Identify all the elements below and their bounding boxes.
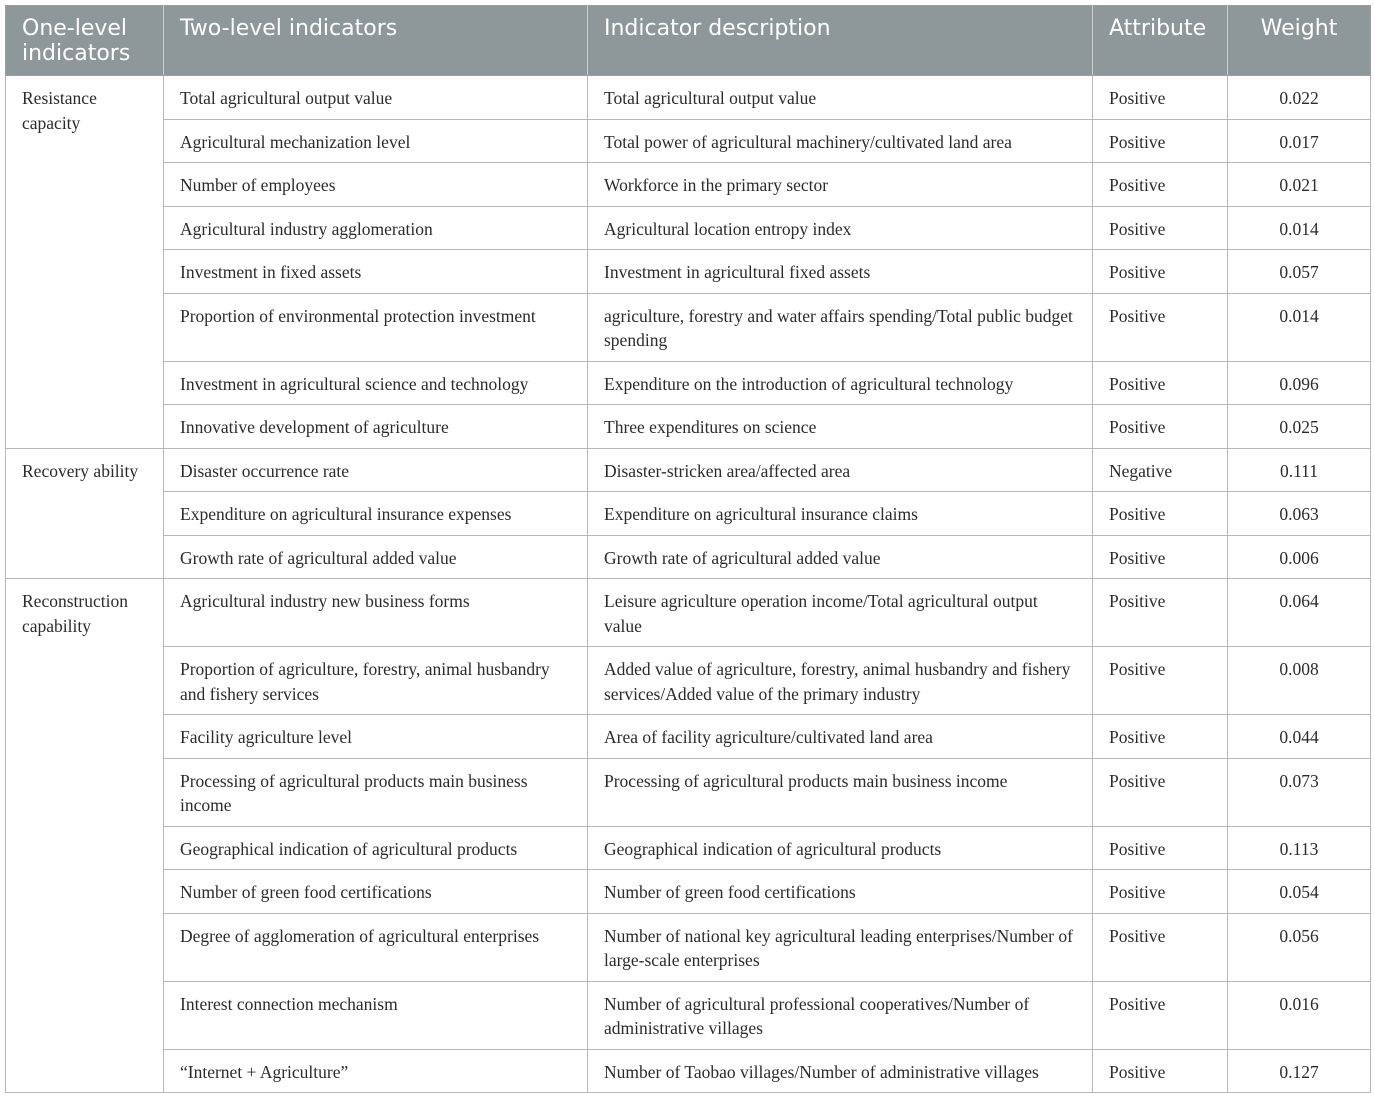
two-level-indicator-cell: Agricultural industry new business forms	[164, 579, 588, 647]
attribute-cell: Positive	[1093, 535, 1228, 579]
two-level-indicator-cell: Number of employees	[164, 163, 588, 207]
weight-cell: 0.017	[1228, 119, 1371, 163]
attribute-cell: Positive	[1093, 405, 1228, 449]
table-row	[6, 293, 1371, 361]
attribute-cell: Positive	[1093, 361, 1228, 405]
table-row	[6, 647, 1371, 715]
weight-cell: 0.111	[1228, 448, 1371, 492]
weight-cell: 0.113	[1228, 826, 1371, 870]
indicator-description-cell: Processing of agricultural products main business income	[588, 758, 1093, 826]
indicator-description-cell: Total power of agricultural machinery/cultivated land area	[588, 119, 1093, 163]
indicator-description-cell: Agricultural location entropy index	[588, 206, 1093, 250]
two-level-indicator-cell: Facility agriculture level	[164, 715, 588, 759]
indicator-description-cell: Expenditure on the introduction of agricultural technology	[588, 361, 1093, 405]
two-level-indicator-cell: Agricultural industry agglomeration	[164, 206, 588, 250]
weight-cell: 0.073	[1228, 758, 1371, 826]
indicator-description-cell: Leisure agriculture operation income/Total agricultural output value	[588, 579, 1093, 647]
table-row	[6, 758, 1371, 826]
table-row	[6, 981, 1371, 1049]
weight-cell: 0.014	[1228, 293, 1371, 361]
weight-cell: 0.006	[1228, 535, 1371, 579]
indicator-description-cell: agriculture, forestry and water affairs spending/Total public budget spending	[588, 293, 1093, 361]
two-level-indicator-cell: “Internet + Agriculture”	[164, 1049, 588, 1093]
weight-cell: 0.096	[1228, 361, 1371, 405]
attribute-cell: Positive	[1093, 913, 1228, 981]
two-level-indicator-cell: Disaster occurrence rate	[164, 448, 588, 492]
one-level-indicator-cell: Resistance capacity	[6, 76, 164, 449]
weight-cell: 0.063	[1228, 492, 1371, 536]
indicator-description-cell: Growth rate of agricultural added value	[588, 535, 1093, 579]
attribute-cell: Positive	[1093, 981, 1228, 1049]
attribute-cell: Positive	[1093, 758, 1228, 826]
attribute-cell: Positive	[1093, 492, 1228, 536]
attribute-cell: Positive	[1093, 206, 1228, 250]
weight-cell: 0.022	[1228, 76, 1371, 120]
indicator-description-cell: Expenditure on agricultural insurance claims	[588, 492, 1093, 536]
table-row	[6, 535, 1371, 579]
table-row	[6, 206, 1371, 250]
two-level-indicator-cell: Investment in agricultural science and technology	[164, 361, 588, 405]
table-row	[6, 361, 1371, 405]
attribute-cell: Positive	[1093, 579, 1228, 647]
attribute-cell: Positive	[1093, 1049, 1228, 1093]
weight-cell: 0.044	[1228, 715, 1371, 759]
weight-cell: 0.064	[1228, 579, 1371, 647]
table-row	[6, 913, 1371, 981]
table-row	[6, 492, 1371, 536]
attribute-cell: Positive	[1093, 76, 1228, 120]
table-row	[6, 448, 1371, 492]
indicator-description-cell: Total agricultural output value	[588, 76, 1093, 120]
table-row	[6, 579, 1371, 647]
indicator-description-cell: Workforce in the primary sector	[588, 163, 1093, 207]
weight-cell: 0.008	[1228, 647, 1371, 715]
weight-cell: 0.025	[1228, 405, 1371, 449]
one-level-indicator-cell: Recovery ability	[6, 448, 164, 579]
indicator-table-container	[5, 5, 1370, 1093]
attribute-cell: Positive	[1093, 715, 1228, 759]
two-level-indicator-cell: Growth rate of agricultural added value	[164, 535, 588, 579]
two-level-indicator-cell: Processing of agricultural products main business income	[164, 758, 588, 826]
attribute-cell: Positive	[1093, 826, 1228, 870]
two-level-indicator-cell: Innovative development of agriculture	[164, 405, 588, 449]
two-level-indicator-cell: Degree of agglomeration of agricultural enterprises	[164, 913, 588, 981]
table-row	[6, 250, 1371, 294]
table-row	[6, 715, 1371, 759]
attribute-cell: Positive	[1093, 250, 1228, 294]
indicator-description-cell: Three expenditures on science	[588, 405, 1093, 449]
two-level-indicator-cell: Agricultural mechanization level	[164, 119, 588, 163]
header-weight: Weight	[1228, 6, 1371, 76]
weight-cell: 0.054	[1228, 870, 1371, 914]
table-row	[6, 76, 1371, 120]
attribute-cell: Positive	[1093, 647, 1228, 715]
weight-cell: 0.127	[1228, 1049, 1371, 1093]
weight-cell: 0.021	[1228, 163, 1371, 207]
indicator-description-cell: Geographical indication of agricultural products	[588, 826, 1093, 870]
two-level-indicator-cell: Investment in fixed assets	[164, 250, 588, 294]
header-one-level-indicators: One-level indicators	[6, 6, 164, 76]
table-body	[6, 76, 1371, 1093]
attribute-cell: Negative	[1093, 448, 1228, 492]
attribute-cell: Positive	[1093, 870, 1228, 914]
two-level-indicator-cell: Proportion of agriculture, forestry, animal husbandry and fishery services	[164, 647, 588, 715]
attribute-cell: Positive	[1093, 293, 1228, 361]
table-row	[6, 870, 1371, 914]
table-row	[6, 1049, 1371, 1093]
table-row	[6, 119, 1371, 163]
table-header	[6, 6, 1371, 76]
attribute-cell: Positive	[1093, 119, 1228, 163]
table-row	[6, 163, 1371, 207]
two-level-indicator-cell: Expenditure on agricultural insurance expenses	[164, 492, 588, 536]
weight-cell: 0.014	[1228, 206, 1371, 250]
weight-cell: 0.056	[1228, 913, 1371, 981]
indicator-description-cell: Investment in agricultural fixed assets	[588, 250, 1093, 294]
indicator-description-cell: Disaster-stricken area/affected area	[588, 448, 1093, 492]
header-attribute: Attribute	[1093, 6, 1228, 76]
two-level-indicator-cell: Total agricultural output value	[164, 76, 588, 120]
indicator-table	[5, 5, 1371, 1093]
indicator-description-cell: Added value of agriculture, forestry, animal husbandry and fishery services/Added value of the primary industry	[588, 647, 1093, 715]
weight-cell: 0.016	[1228, 981, 1371, 1049]
two-level-indicator-cell: Number of green food certifications	[164, 870, 588, 914]
indicator-description-cell: Area of facility agriculture/cultivated land area	[588, 715, 1093, 759]
table-row	[6, 405, 1371, 449]
weight-cell: 0.057	[1228, 250, 1371, 294]
two-level-indicator-cell: Proportion of environmental protection investment	[164, 293, 588, 361]
indicator-description-cell: Number of Taobao villages/Number of administrative villages	[588, 1049, 1093, 1093]
one-level-indicator-cell: Reconstruction capability	[6, 579, 164, 1093]
table-row	[6, 826, 1371, 870]
two-level-indicator-cell: Geographical indication of agricultural products	[164, 826, 588, 870]
header-row	[6, 6, 1371, 76]
indicator-description-cell: Number of agricultural professional cooperatives/Number of administrative villages	[588, 981, 1093, 1049]
header-two-level-indicators: Two-level indicators	[164, 6, 588, 76]
indicator-description-cell: Number of national key agricultural leading enterprises/Number of large-scale enterprises	[588, 913, 1093, 981]
two-level-indicator-cell: Interest connection mechanism	[164, 981, 588, 1049]
header-indicator-description: Indicator description	[588, 6, 1093, 76]
indicator-description-cell: Number of green food certifications	[588, 870, 1093, 914]
attribute-cell: Positive	[1093, 163, 1228, 207]
